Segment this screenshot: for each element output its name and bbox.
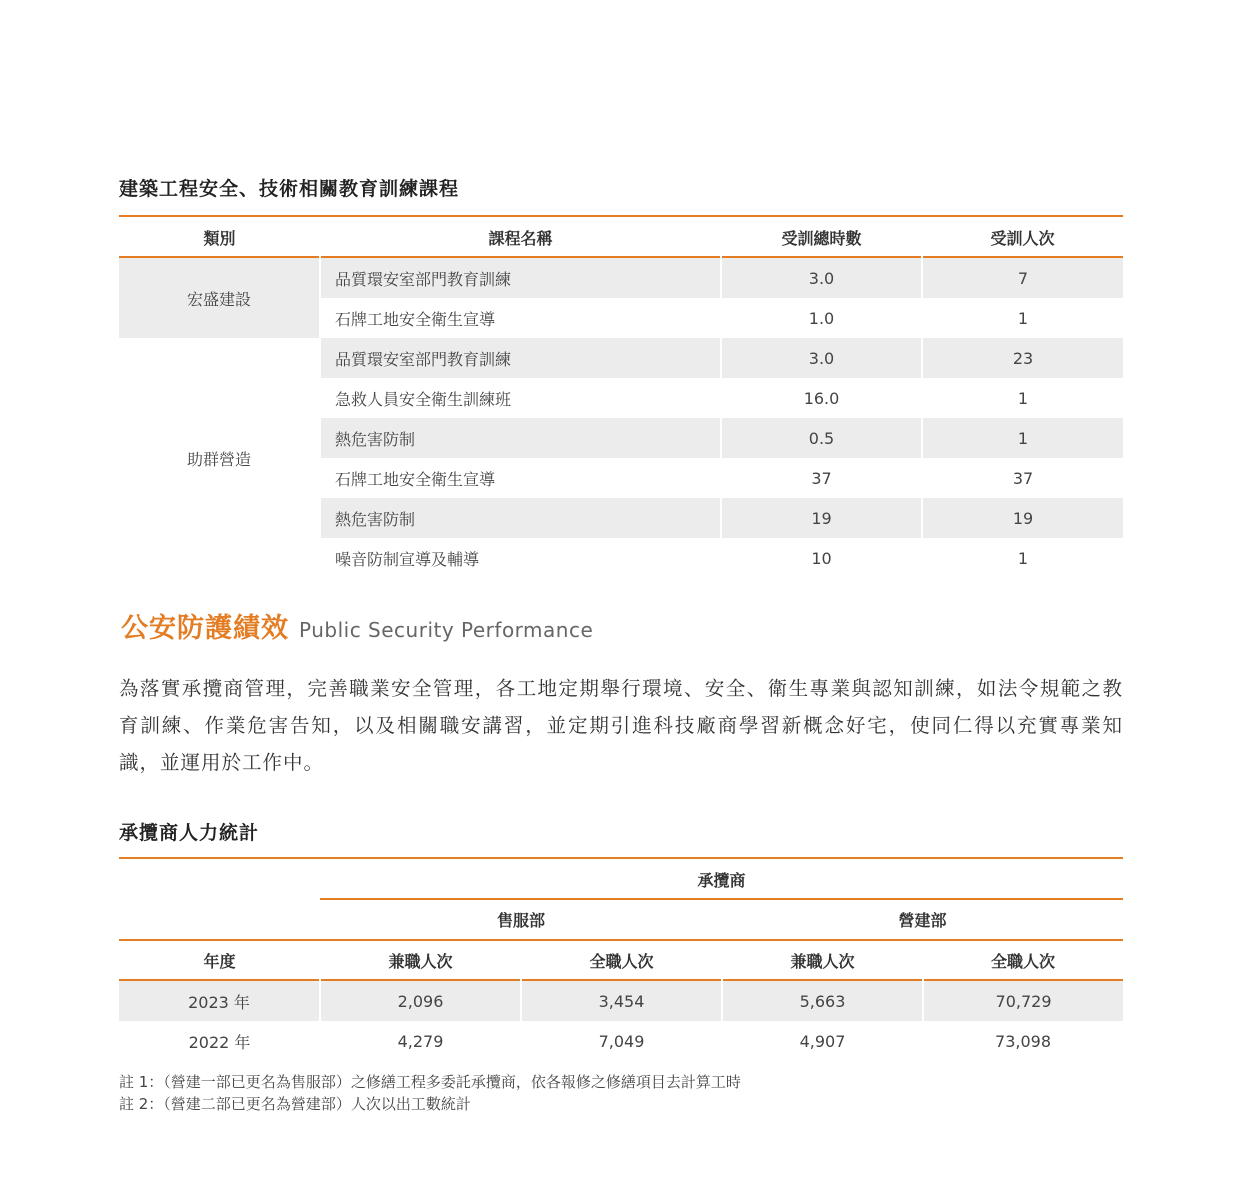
header-fulltime: 全職人次 (991, 951, 1056, 971)
blank-header (119, 860, 320, 899)
value-cell: 70,729 (923, 980, 1123, 1021)
course-cell: 熱危害防制 (320, 418, 721, 458)
divider (119, 215, 1123, 217)
hours-cell: 3.0 (721, 338, 922, 378)
people-cell: 1 (922, 298, 1123, 338)
section-title-zh: 公安防護績效 (121, 613, 289, 644)
header-service-dept: 售服部 (320, 899, 722, 940)
header-contractor: 承攬商 (697, 870, 746, 890)
people-cell: 23 (922, 338, 1123, 378)
header-fulltime: 全職人次 (589, 951, 654, 971)
value-cell: 4,907 (799, 1031, 846, 1051)
category-cell: 宏盛建設 (119, 257, 320, 338)
table-row (119, 980, 1123, 1021)
hours-cell: 10 (721, 538, 922, 578)
value-cell: 7,049 (598, 1031, 645, 1051)
hours-cell: 3.0 (721, 257, 922, 298)
course-cell: 石牌工地安全衛生宣導 (320, 458, 721, 498)
section-paragraph: 為落實承攬商管理，完善職業安全管理，各工地定期舉行環境、安全、衛生專業與認知訓練，如法令規範之教育訓練、作業危害告知，以及相關職安講習，並定期引進科技廠商學習新概念好宅，使同仁得以充實專業知識，並運用於工作中。 (119, 677, 1123, 774)
header-construction-dept: 營建部 (722, 899, 1123, 940)
section-heading (121, 606, 593, 645)
year-cell: 2023 年 (119, 980, 320, 1021)
course-cell: 品質環安室部門教育訓練 (320, 257, 721, 298)
footnotes (119, 1071, 741, 1115)
people-cell: 1 (922, 418, 1123, 458)
people-cell: 37 (922, 458, 1123, 498)
header-year: 年度 (203, 951, 236, 971)
value-cell: 73,098 (995, 1031, 1051, 1051)
footnote: 註 2：（營建二部已更名為營建部）人次以出工數統計 (119, 1095, 471, 1113)
value-cell: 4,279 (397, 1031, 444, 1051)
value-cell: 3,454 (521, 980, 722, 1021)
header-hours: 受訓總時數 (781, 228, 862, 248)
year-cell: 2022 年 (188, 1032, 251, 1052)
hours-cell: 19 (721, 498, 922, 538)
table-row (119, 338, 1123, 378)
header-course: 課程名稱 (488, 228, 553, 248)
contractor-table (119, 860, 1123, 1061)
course-cell: 噪音防制宣導及輔導 (320, 538, 721, 578)
hours-cell: 16.0 (721, 378, 922, 418)
header-parttime: 兼職人次 (388, 951, 453, 971)
course-cell: 熱危害防制 (320, 498, 721, 538)
people-cell: 7 (922, 257, 1123, 298)
blank-header (119, 899, 320, 940)
people-cell: 19 (922, 498, 1123, 538)
category-cell: 助群營造 (186, 449, 251, 469)
hours-cell: 1.0 (721, 298, 922, 338)
table-row (119, 257, 1123, 298)
divider (119, 857, 1123, 859)
header-category: 類別 (203, 228, 236, 248)
footnote: 註 1：（營建一部已更名為售服部）之修繕工程多委託承攬商，依各報修之修繕項目去計算工時 (119, 1073, 741, 1091)
people-cell: 1 (922, 538, 1123, 578)
value-cell: 5,663 (722, 980, 923, 1021)
table-row (119, 1021, 1123, 1061)
course-cell: 石牌工地安全衛生宣導 (320, 298, 721, 338)
section-title-en: Public Security Performance (299, 618, 594, 642)
header-parttime: 兼職人次 (790, 951, 855, 971)
training-table (119, 218, 1123, 578)
training-table-title: 建築工程安全、技術相關教育訓練課程 (119, 178, 460, 200)
course-cell: 急救人員安全衛生訓練班 (320, 378, 721, 418)
course-cell: 品質環安室部門教育訓練 (320, 338, 721, 378)
value-cell: 2,096 (320, 980, 521, 1021)
hours-cell: 37 (721, 458, 922, 498)
hours-cell: 0.5 (721, 418, 922, 458)
header-people: 受訓人次 (990, 228, 1055, 248)
people-cell: 1 (922, 378, 1123, 418)
contractor-table-title: 承攬商人力統計 (119, 822, 260, 844)
